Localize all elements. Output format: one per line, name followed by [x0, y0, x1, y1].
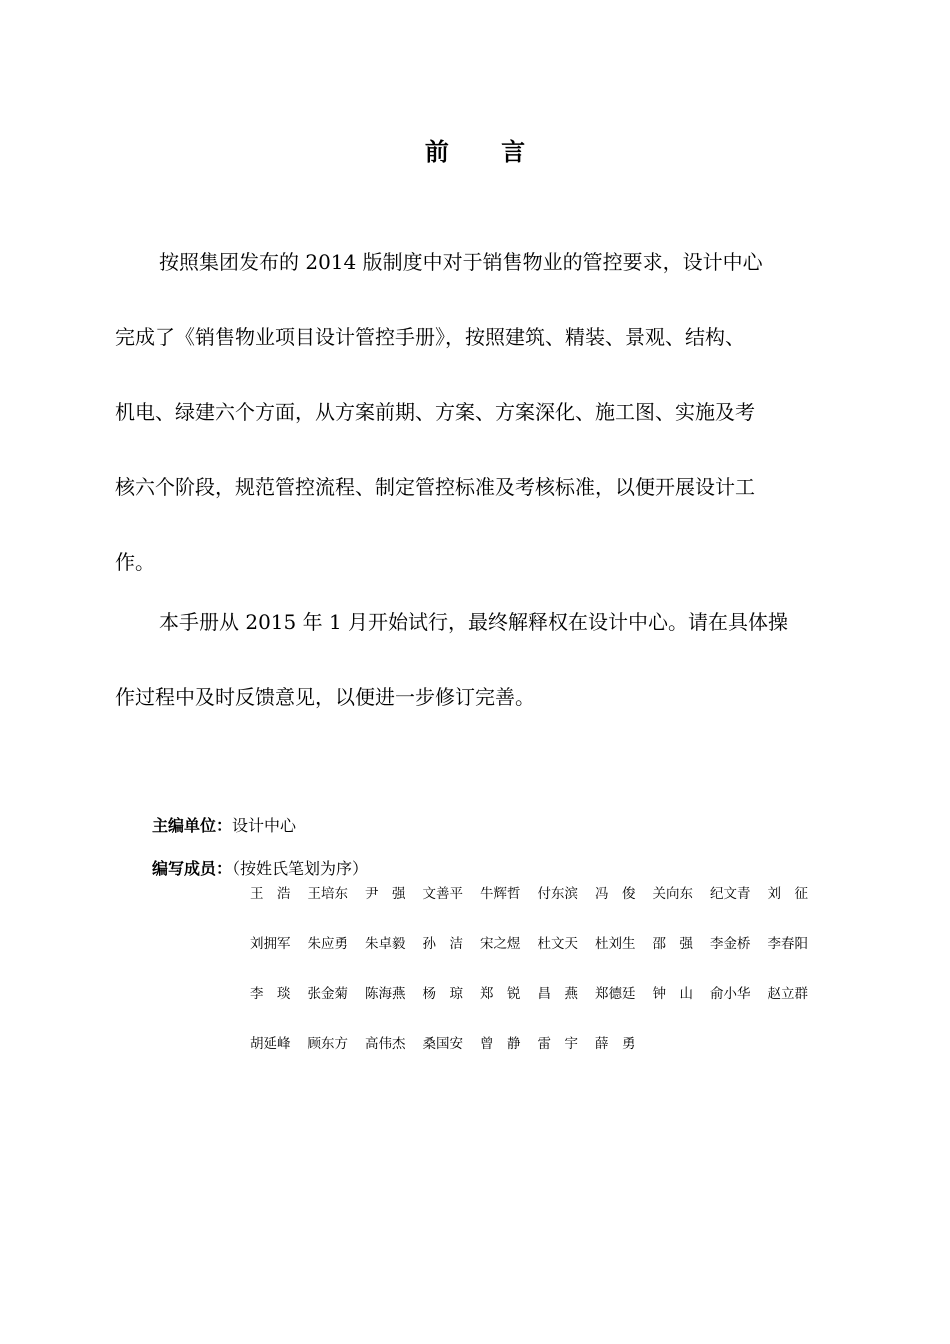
member-name: 昌 燕 [537, 986, 578, 1002]
member-name: 朱卓毅 [365, 936, 406, 952]
member-name: 郑德廷 [595, 986, 636, 1002]
member-name: 钟 山 [652, 986, 693, 1002]
paragraph-1-line-3: 机电、绿建六个方面，从方案前期、方案、方案深化、施工图、实施及考 [115, 400, 755, 424]
member-name: 李 琰 [250, 986, 291, 1002]
member-name: 纪文青 [710, 886, 751, 902]
members-list [250, 882, 830, 1082]
member-name: 曾 静 [480, 1036, 521, 1052]
editor-unit-label: 主编单位： [152, 816, 233, 835]
member-name: 朱应勇 [307, 936, 348, 952]
paragraph-1-line-4: 核六个阶段，规范管控流程、制定管控标准及考核标准，以便开展设计工 [115, 475, 755, 499]
member-name: 张金菊 [307, 986, 348, 1002]
page-title: 前 言 [424, 137, 548, 166]
members-row-4 [250, 1032, 830, 1082]
member-name: 刘 征 [767, 886, 808, 902]
member-name: 赵立群 [767, 986, 808, 1002]
member-name: 王 浩 [250, 886, 291, 902]
member-name: 文善平 [422, 886, 463, 902]
member-name: 杜刘生 [595, 936, 636, 952]
editor-unit-row [152, 814, 296, 838]
member-name: 雷 宇 [537, 1036, 578, 1052]
member-name: 杜文天 [537, 936, 578, 952]
member-name: 陈海燕 [365, 986, 406, 1002]
member-name: 关向东 [652, 886, 693, 902]
paragraph-1-line-2: 完成了《销售物业项目设计管控手册》，按照建筑、精装、景观、结构、 [115, 325, 745, 349]
member-name: 宋之煜 [480, 936, 521, 952]
member-name: 孙 洁 [422, 936, 463, 952]
member-name: 高伟杰 [365, 1036, 406, 1052]
paragraph-1-line-5: 作。 [115, 550, 155, 574]
members-row [152, 857, 368, 881]
member-name: 刘拥军 [250, 936, 291, 952]
member-name: 杨 琼 [422, 986, 463, 1002]
member-name: 付东滨 [537, 886, 578, 902]
member-name: 牛辉哲 [480, 886, 521, 902]
member-name: 俞小华 [710, 986, 751, 1002]
member-name: 尹 强 [365, 886, 406, 902]
editor-unit-value: 设计中心 [232, 816, 297, 835]
members-row-2 [250, 932, 830, 982]
member-name: 邵 强 [652, 936, 693, 952]
members-label: 编写成员： [152, 859, 233, 878]
member-name: 胡延峰 [250, 1036, 291, 1052]
member-name: 桑国安 [422, 1036, 463, 1052]
member-name: 李金桥 [710, 936, 751, 952]
members-row-3 [250, 982, 830, 1032]
member-name: 薛 勇 [595, 1036, 636, 1052]
members-note: （按姓氏笔划为序） [232, 859, 369, 878]
member-name: 王培东 [307, 886, 348, 902]
member-name: 冯 俊 [595, 886, 636, 902]
members-row-1 [250, 882, 830, 932]
paragraph-2-line-1: 本手册从 2015 年 1 月开始试行，最终解释权在设计中心。请在具体操 [159, 610, 789, 634]
paragraph-2-line-2: 作过程中及时反馈意见，以便进一步修订完善。 [115, 685, 535, 709]
member-name: 郑 锐 [480, 986, 521, 1002]
member-name: 顾东方 [307, 1036, 348, 1052]
member-name: 李春阳 [767, 936, 808, 952]
paragraph-1-line-1: 按照集团发布的 2014 版制度中对于销售物业的管控要求，设计中心 [159, 250, 763, 274]
